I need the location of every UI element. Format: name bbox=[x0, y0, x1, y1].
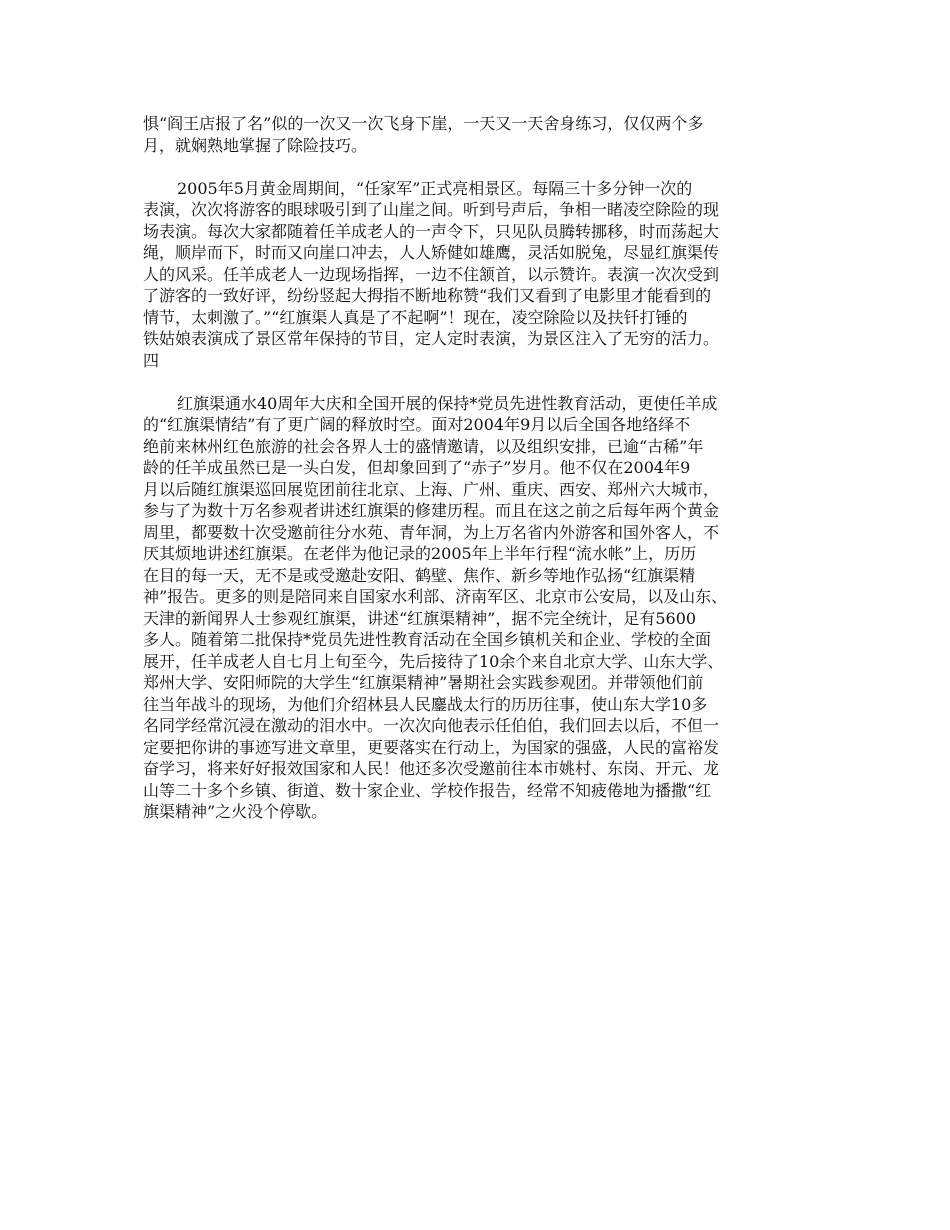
text-line: 2005年5月黄金周期间，“任家军”正式亮相景区。每隔三十多分钟一次的 bbox=[177, 178, 693, 198]
text-line: 郑州大学、安阳师院的大学生“红旗渠精神”暑期社会实践参观团。并带领他们前 bbox=[143, 673, 704, 692]
text-line: 奋学习，将来好好报效国家和人民！他还多次受邀前往本市姚村、东岗、开元、龙 bbox=[143, 759, 720, 778]
text-line: 的“红旗渠情结”有了更广阔的释放时空。面对2004年9月以后全国各地络绎不 bbox=[143, 415, 691, 434]
text-line: 展开，任羊成老人自七月上旬至今，先后接待了10余个来自北京大学、山东大学、 bbox=[143, 651, 724, 671]
text-line: 月以后随红旗渠巡回展览团前往北京、上海、广州、重庆、西安、郑州六大城市， bbox=[143, 479, 720, 499]
text-line: 情节，太刺激了。”“红旗渠人真是了不起啊”！现在，凌空除险以及扶钎打锤的 bbox=[143, 307, 688, 327]
text-line: 在目的每一天，无不是或受邀赴安阳、鹤壁、焦作、新乡等地作弘扬“红旗渠精 bbox=[143, 565, 696, 585]
text-line: 山等二十多个乡镇、街道、数十家企业、学校作报告，经常不知疲倦地为播撒“红 bbox=[143, 780, 712, 800]
text-line: 名同学经常沉浸在激动的泪水中。一次次向他表示任伯伯，我们回去以后，不但一 bbox=[143, 716, 720, 735]
text-line: 参与了为数十万名参观者讲述红旗渠的修建历程。而且在这之前之后每年两个黄金 bbox=[143, 501, 720, 520]
text-line: 多人。随着第二批保持*党员先进性教育活动在全国乡镇机关和企业、学校的全面 bbox=[143, 630, 712, 649]
text-line: 红旗渠通水40周年大庆和全国开展的保持*党员先进性教育活动，更使任羊成 bbox=[177, 393, 718, 413]
text-line: 场表演。每次大家都随着任羊成老人的一声令下，只见队员腾转挪移，时而荡起大 bbox=[143, 221, 720, 241]
paragraph-3 bbox=[143, 393, 823, 823]
paragraph-1 bbox=[143, 113, 823, 156]
text-line: 厌其烦地讲述红旗渠。在老伴为他记录的2005年上半年行程“流水帐”上，历历 bbox=[143, 544, 697, 563]
text-line: 绳，顺岸而下，时而又向崖口冲去，人人矫健如雄鹰，灵活如脱兔，尽显红旗渠传 bbox=[143, 243, 720, 262]
text-line: 周里，都要数十次受邀前往分水苑、青年洞，为上万名省内外游客和国外客人，不 bbox=[143, 522, 720, 542]
text-line: 铁姑娘表演成了景区常年保持的节目，定人定时表演，为景区注入了无穷的活力。 bbox=[143, 329, 720, 348]
text-line: 往当年战斗的现场，为他们介绍林县人民鏖战太行的历历往事，使山东大学10多 bbox=[143, 694, 708, 714]
paragraph-2 bbox=[143, 178, 823, 372]
section-number: 四 bbox=[143, 350, 160, 370]
text-line: 表演，次次将游客的眼球吸引到了山崖之间。听到号声后，争相一睹凌空除险的现 bbox=[143, 200, 720, 219]
text-line: 旗渠精神”之火没个停歇。 bbox=[143, 802, 328, 821]
text-line: 天津的新闻界人士参观红旗渠，讲述“红旗渠精神”，据不完全统计，足有5600 bbox=[143, 608, 697, 628]
text-line: 龄的任羊成虽然已是一头白发，但却象回到了“赤子”岁月。他不仅在2004年9 bbox=[143, 458, 691, 477]
text-line: 了游客的一致好评，纷纷竖起大拇指不断地称赞“我们又看到了电影里才能看到的 bbox=[143, 286, 712, 305]
text-line: 绝前来林州红色旅游的社会各界人士的盛情邀请，以及组织安排，已逾“古稀”年 bbox=[143, 436, 704, 456]
paragraph-gap bbox=[143, 156, 823, 178]
document-body bbox=[143, 113, 823, 823]
text-line: 月，就娴熟地掌握了除险技巧。 bbox=[143, 135, 368, 155]
text-line: 人的风采。任羊成老人一边现场指挥，一边不住颔首，以示赞许。表演一次次受到 bbox=[143, 264, 720, 284]
text-line: 神”报告。更多的则是陪同来自国家水利部、济南军区、北京市公安局，以及山东、 bbox=[143, 587, 728, 606]
text-line: 惧“阎王店报了名”似的一次又一次飞身下崖，一天又一天舍身练习，仅仅两个多 bbox=[143, 114, 704, 133]
paragraph-gap bbox=[143, 371, 823, 393]
text-line: 定要把你讲的事迹写进文章里，更要落实在行动上，为国家的强盛，人民的富裕发 bbox=[143, 737, 720, 757]
